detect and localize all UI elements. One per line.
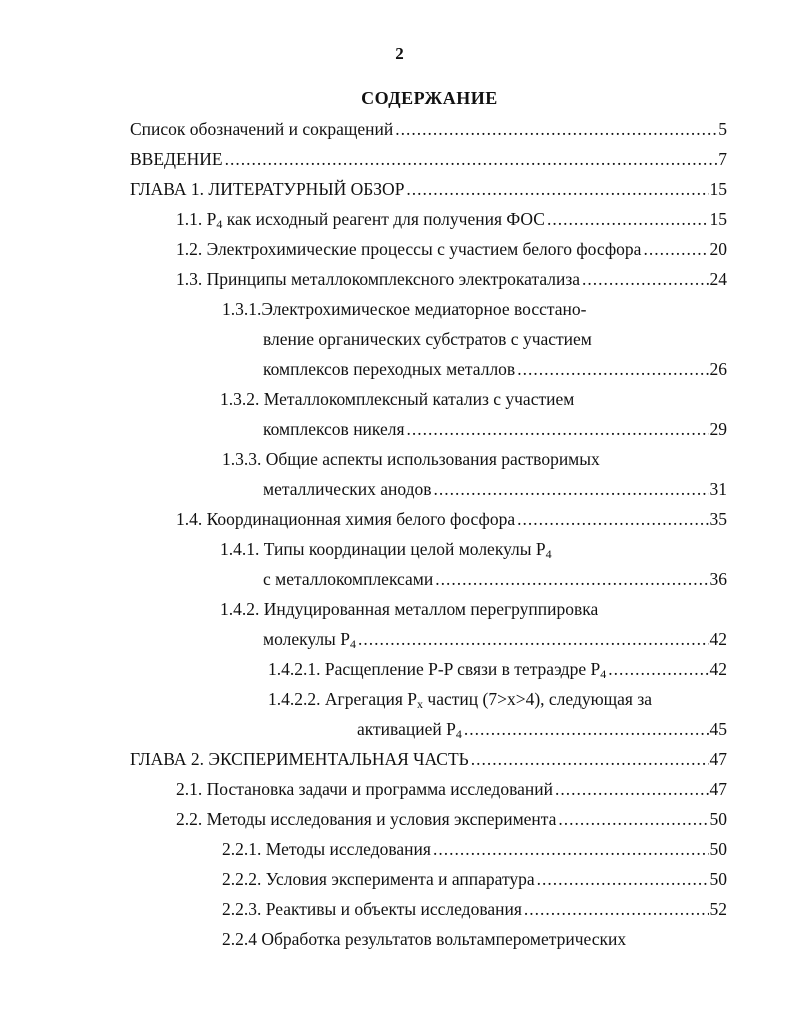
toc-entry-text: с металлокомплексами — [263, 569, 434, 589]
toc-entry-text: 2.2.3. Реактивы и объекты исследования — [222, 899, 522, 919]
dot-leader — [395, 119, 717, 140]
toc-entry-text: Список обозначений и сокращений — [130, 119, 394, 139]
toc-entry-text: молекулы $P_4$ — [263, 629, 356, 651]
dot-leader — [435, 569, 708, 590]
toc-entry-1-3-3-line-2 — [263, 479, 727, 505]
toc-entry-text: 1.4. Координационная химия белого фосфора — [176, 509, 516, 529]
toc-entry-text: 1.4.2.1. Расщепление P-P связи в тетраэдре $P_4$ — [268, 659, 607, 681]
dot-leader — [407, 419, 709, 440]
toc-entry-page: 24 — [709, 269, 727, 289]
toc-entry-page: 7 — [718, 149, 727, 169]
toc-entry-page: 36 — [709, 569, 727, 589]
toc-entry-chapter-1 — [130, 179, 727, 205]
toc-entry-1-1 — [176, 209, 727, 235]
toc-entry-2-2-3 — [222, 899, 727, 925]
toc-entry-text: ГЛАВА 2. ЭКСПЕРИМЕНТАЛЬНАЯ ЧАСТЬ — [130, 749, 469, 769]
toc-entry-1-3-3-line-1: 1.3.3. Общие аспекты использования растворимых — [222, 449, 600, 469]
toc-entry-2-2-2 — [222, 869, 727, 895]
toc-entry-abbreviations — [130, 119, 727, 145]
toc-entry-text: 1.2. Электрохимические процессы с участием белого фосфора — [176, 239, 642, 259]
toc-entry-1-2 — [176, 239, 727, 265]
toc-entry-text: 2.1. Постановка задачи и программа исследований — [176, 779, 553, 799]
toc-entry-page: 45 — [709, 719, 727, 739]
toc-entry-page: 15 — [709, 209, 727, 229]
toc-entry-page: 47 — [709, 749, 727, 769]
toc-entry-page: 26 — [709, 359, 727, 379]
dot-leader — [537, 869, 709, 890]
toc-entry-page: 47 — [709, 779, 727, 799]
toc-entry-page: 52 — [709, 899, 727, 919]
dot-leader — [643, 239, 708, 260]
toc-entry-text: 2.2.1. Методы исследования — [222, 839, 431, 859]
page-number: 2 — [395, 44, 404, 63]
toc-entry-text: 1.3. Принципы металлокомплексного электрокатализа — [176, 269, 581, 289]
toc-entry-2-2-1 — [222, 839, 727, 865]
dot-leader — [434, 479, 709, 500]
toc-entry-text: комплексов переходных металлов — [263, 359, 516, 379]
toc-entry-1-4 — [176, 509, 727, 535]
toc-entry-1-3-2-line-2 — [263, 419, 727, 445]
toc-entry-page: 29 — [709, 419, 727, 439]
toc-entry-text: 1.1. $P_4$ как исходный реагент для получения ФОС — [176, 209, 545, 231]
toc-entry-2-2-4: 2.2.4 Обработка результатов вольтамперометрических — [222, 929, 627, 949]
toc-entry-1-3-1-line-1: 1.3.1.Электрохимическое медиаторное восстано- — [222, 299, 587, 319]
toc-entry-text: ГЛАВА 1. ЛИТЕРАТУРНЫЙ ОБЗОР — [130, 179, 405, 199]
toc-entry-page: 15 — [709, 179, 727, 199]
toc-entry-1-4-2-line-2 — [263, 629, 727, 655]
toc-entry-text: ВВЕДЕНИЕ — [130, 149, 223, 169]
toc-entry-page: 20 — [709, 239, 727, 259]
toc-entry-introduction — [130, 149, 727, 175]
toc-entry-1-4-1-line-1: 1.4.1. Типы координации целой молекулы $P_4$ — [220, 539, 552, 561]
toc-entry-1-3-1-line-3 — [263, 359, 727, 385]
dot-leader — [471, 749, 709, 770]
toc-title: СОДЕРЖАНИЕ — [361, 88, 498, 108]
toc-entry-page: 42 — [709, 629, 727, 649]
toc-entry-page: 50 — [709, 809, 727, 829]
toc-entry-2-2 — [176, 809, 727, 835]
toc-entry-1-4-1-line-2 — [263, 569, 727, 595]
dot-leader — [433, 839, 709, 860]
toc-entry-page: 5 — [718, 119, 727, 139]
dot-leader — [547, 209, 709, 230]
dot-leader — [558, 809, 708, 830]
toc-entry-2-1 — [176, 779, 727, 805]
toc-entry-1-4-2-2-line-2 — [357, 719, 727, 745]
toc-entry-text: 2.2. Методы исследования и условия эксперимента — [176, 809, 557, 829]
toc-entry-1-3-1-line-2: вление органических субстратов с участием — [263, 329, 592, 349]
toc-entry-text: активацией $P_4$ — [357, 719, 462, 741]
toc-entry-text: комплексов никеля — [263, 419, 405, 439]
toc-entry-text: 2.2.2. Условия эксперимента и аппаратура — [222, 869, 535, 889]
toc-entry-page: 31 — [709, 479, 727, 499]
toc-entry-1-3 — [176, 269, 727, 295]
dot-leader — [225, 149, 718, 170]
dot-leader — [608, 659, 708, 680]
dot-leader — [358, 629, 709, 650]
toc-entry-1-3-2-line-1: 1.3.2. Металлокомплексный катализ с участием — [220, 389, 575, 409]
dot-leader — [517, 359, 708, 380]
toc-entry-1-4-2-2-line-1: 1.4.2.2. Агрегация $P_x$ частиц (7>x>4), следующая за — [268, 689, 653, 711]
toc-entry-1-4-2-line-1: 1.4.2. Индуцированная металлом перегруппировка — [220, 599, 599, 619]
dot-leader — [582, 269, 708, 290]
dot-leader — [517, 509, 708, 530]
toc-entry-text: металлических анодов — [263, 479, 432, 499]
toc-entry-page: 35 — [709, 509, 727, 529]
toc-entry-page: 50 — [709, 869, 727, 889]
toc-entry-page: 50 — [709, 839, 727, 859]
dot-leader — [464, 719, 709, 740]
dot-leader — [406, 179, 708, 200]
toc-entry-page: 42 — [709, 659, 727, 679]
dot-leader — [555, 779, 709, 800]
toc-entry-1-4-2-1 — [268, 659, 727, 685]
dot-leader — [524, 899, 709, 920]
toc-entry-chapter-2 — [130, 749, 727, 775]
